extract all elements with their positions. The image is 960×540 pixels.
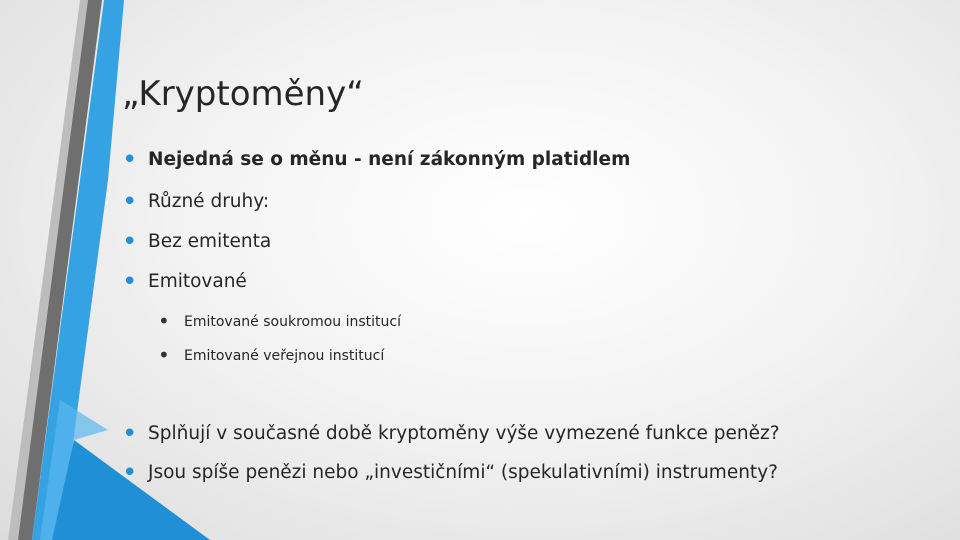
bullet-item: [122, 267, 247, 297]
bullet-text: Splňují v současné době kryptoměny výše vymezené funkce peněz?: [148, 423, 780, 444]
slide-title: „Kryptoměny“: [122, 74, 364, 114]
bullet-text: Nejedná se o měnu - není zákonným platidlem: [148, 149, 631, 170]
bullet-text: Emitované: [148, 271, 247, 292]
sub-bullet-text: Emitované veřejnou institucí: [184, 348, 385, 364]
bullet-item: [122, 187, 270, 217]
bullet-icon: •: [122, 458, 138, 488]
bullet-text: Bez emitenta: [148, 231, 272, 252]
sub-bullet-icon: •: [158, 343, 170, 367]
sub-bullet-item: [158, 343, 384, 368]
bullet-item: [122, 227, 272, 257]
bullet-item: [122, 419, 780, 449]
sub-bullet-item: [158, 309, 401, 334]
bullet-icon: •: [122, 419, 138, 449]
bullet-item: [122, 458, 778, 488]
bullet-icon: •: [122, 145, 138, 175]
bullet-item: [122, 145, 631, 175]
sub-bullet-text: Emitované soukromou institucí: [184, 314, 401, 330]
bullet-text: Jsou spíše penězi nebo „investičními“ (spekulativními) instrumenty?: [148, 462, 778, 483]
sub-bullet-icon: •: [158, 309, 170, 333]
bullet-icon: •: [122, 187, 138, 217]
blue-corner-triangle: [52, 440, 210, 540]
bullet-icon: •: [122, 267, 138, 297]
bullet-icon: •: [122, 227, 138, 257]
bullet-text: Různé druhy:: [148, 191, 270, 212]
